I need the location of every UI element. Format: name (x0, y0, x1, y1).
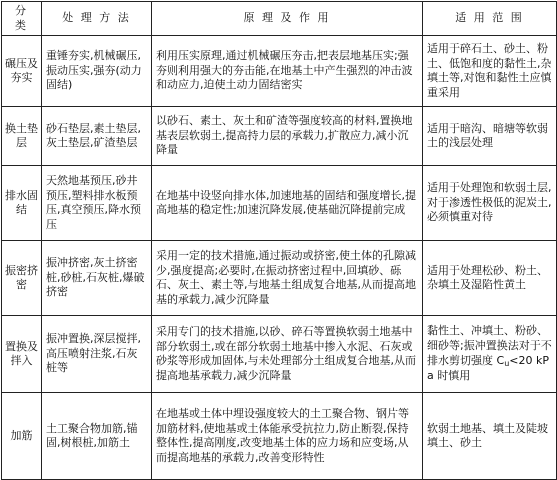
scope-text-after: <20 kPa 时慎用 (427, 353, 549, 383)
header-method: 处 理 方 法 (42, 2, 152, 36)
cell-scope: 适用于处理松砂、粉土、杂填土及湿陷性黄土 (423, 241, 557, 316)
cell-category: 振密挤密 (2, 241, 42, 316)
soil-treatment-table (1, 1, 557, 480)
table-row (2, 107, 557, 166)
table-row (2, 316, 557, 393)
table-row (2, 166, 557, 241)
cell-method: 重锤夯实,机械碾压,振动压实,强夯(动力固结) (42, 36, 152, 107)
header-principle: 原 理 及 作 用 (152, 2, 423, 36)
cell-principle: 在地基或土体中埋设强度较大的土工聚合物、钢片等加筋材料,使地基或土体能承受抗拉力,防止断裂,保持整体性,提高刚度,改变地基土体的应力场和应变场,从而提高地基的承载力,改善变形特性 (152, 393, 423, 480)
cell-principle: 利用压实原理,通过机械碾压夯击,把表层地基压实;强夯则利用强大的夯击能,在地基土中产生强烈的冲击波和动应力,迫使土动力固结密实 (152, 36, 423, 107)
cell-category: 换土垫层 (2, 107, 42, 166)
cell-method: 砂石垫层,素土垫层,灰土垫层,矿渣垫层 (42, 107, 152, 166)
cell-category: 置换及拌入 (2, 316, 42, 393)
table-row (2, 36, 557, 107)
table-header-row (2, 2, 557, 36)
cell-scope: 适用于暗沟、暗塘等软弱土的浅层处理 (423, 107, 557, 166)
scope-text-before: 黏性土、冲填土、粉砂、细砂等;振冲置换法对于不排水剪切强度 C (427, 324, 552, 367)
table-row (2, 393, 557, 480)
cell-method: 天然地基预压,砂井预压,塑料排水板预压,真空预压,降水预压 (42, 166, 152, 241)
scope-subscript: u (504, 358, 510, 368)
header-scope: 适 用 范 围 (423, 2, 557, 36)
cell-principle: 以砂石、素土、灰土和矿渣等强度较高的材料,置换地基表层软弱土,提高持力层的承载力,扩散应力,减小沉降量 (152, 107, 423, 166)
cell-scope: 软弱土地基、填土及陡坡填土、砂土 (423, 393, 557, 480)
cell-category: 加筋 (2, 393, 42, 480)
cell-scope (423, 316, 557, 393)
cell-method: 振冲置换,深层搅拌,高压喷射注浆,石灰桩等 (42, 316, 152, 393)
cell-scope: 适用于处理饱和软弱土层,对于渗透性极低的泥炭土,必须慎重对待 (423, 166, 557, 241)
cell-scope: 适用于碎石土、砂土、粉土、低饱和度的黏性土,杂填土等,对饱和黏性土应慎重采用 (423, 36, 557, 107)
cell-principle: 在地基中设竖向排水体,加速地基的固结和强度增长,提高地基的稳定性;加速沉降发展,使基础沉降提前完成 (152, 166, 423, 241)
table-row (2, 241, 557, 316)
cell-principle: 采用专门的技术措施,以砂、碎石等置换软弱土地基中部分软弱土,或在部分软弱土地基中掺入水泥、石灰或砂浆等形成加固体,与未处理部分土组成复合地基,从而提高地基承载力,减少沉降量 (152, 316, 423, 393)
cell-method: 振冲挤密,灰土挤密桩,砂桩,石灰桩,爆破挤密 (42, 241, 152, 316)
cell-category: 碾压及夯实 (2, 36, 42, 107)
cell-principle: 采用一定的技术措施,通过振动或挤密,使土体的孔隙减少,强度提高;必要时,在振动挤密过程中,回填砂、砾石、灰土、素土等,与地基土组成复合地基,从而提高地基的承载力,减少沉降量 (152, 241, 423, 316)
header-category: 分 类 (2, 2, 42, 36)
cell-method: 土工聚合物加筋,锚固,树根桩,加筋土 (42, 393, 152, 480)
cell-category: 排水固结 (2, 166, 42, 241)
